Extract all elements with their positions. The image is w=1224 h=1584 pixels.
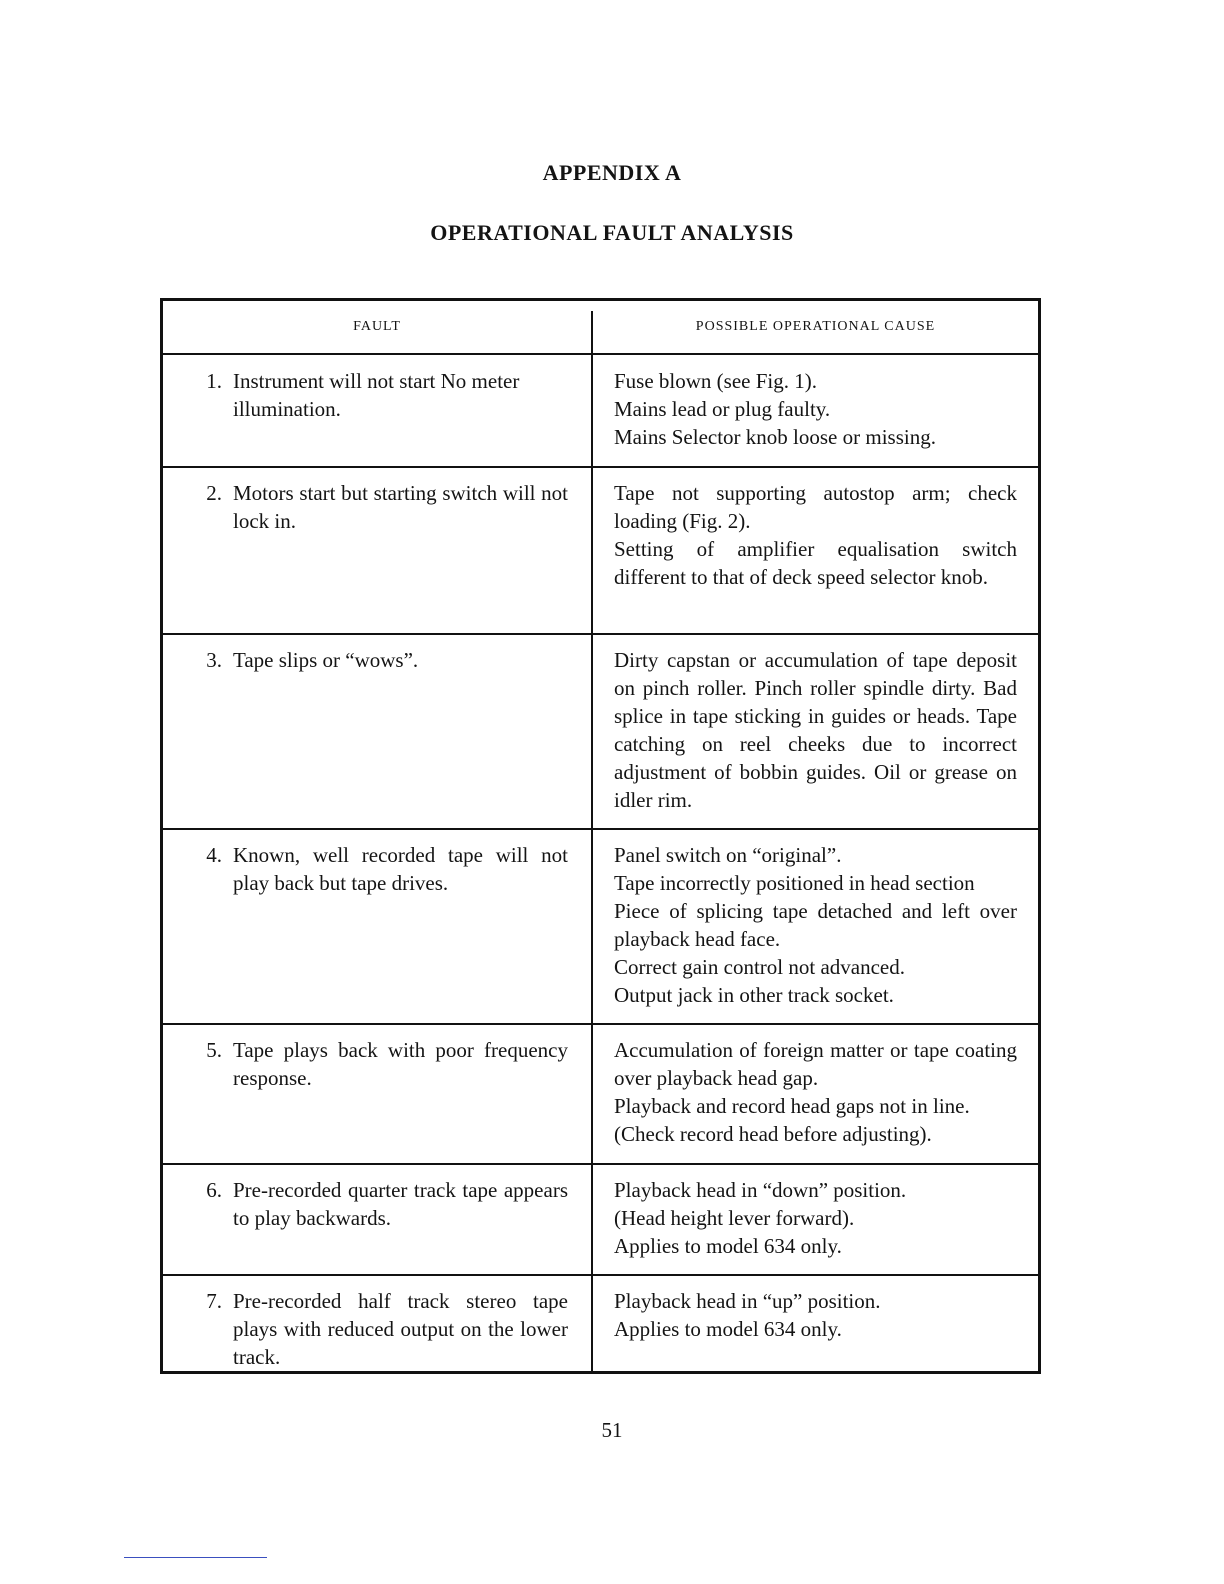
cause-line: Correct gain control not advanced.	[614, 955, 905, 979]
cause-line: Tape not supporting autostop arm; check loading (Fig. 2).	[614, 481, 1017, 533]
cause-line: Fuse blown (see Fig. 1).	[614, 369, 817, 393]
cause-line: Piece of splicing tape detached and left over playback head face.	[614, 899, 1017, 951]
fault-text: Tape plays back with poor frequency response.	[233, 1038, 568, 1090]
row-divider	[163, 466, 1038, 468]
header-cause: POSSIBLE OPERATIONAL CAUSE	[695, 319, 936, 334]
cause-line: Output jack in other track socket.	[614, 983, 894, 1007]
cause-line: Playback head in “up” position.	[614, 1289, 881, 1313]
row-divider	[163, 828, 1038, 830]
row-divider	[163, 1163, 1038, 1165]
page-title: OPERATIONAL FAULT ANALYSIS	[430, 220, 794, 245]
fault-text: Pre-recorded half track stereo tape plays with reduced output on the lower track.	[233, 1289, 568, 1369]
cause-line: Accumulation of foreign matter or tape coating over playback head gap.	[614, 1038, 1017, 1090]
cause-line: Applies to model 634 only.	[614, 1234, 842, 1258]
cause-line: (Head height lever forward).	[614, 1206, 855, 1230]
column-divider	[591, 311, 593, 1371]
row-divider	[163, 1023, 1038, 1025]
header-fault: FAULT	[353, 319, 401, 334]
cause-line: Applies to model 634 only.	[614, 1317, 842, 1341]
fault-text: Pre-recorded quarter track tape appears to play backwards.	[233, 1178, 568, 1230]
cause-cell	[614, 1036, 1017, 1148]
row-divider	[163, 1274, 1038, 1276]
fault-text-part: Instrument will not start No meter illumination.	[233, 369, 520, 421]
fault-number: 2.	[206, 481, 222, 505]
cause-cell	[614, 479, 1017, 591]
cause-cell	[614, 646, 1017, 814]
cause-line: (Check record head before adjusting).	[614, 1122, 932, 1146]
cause-cell	[614, 1287, 1017, 1343]
cause-line: Playback and record head gaps not in line.	[614, 1094, 970, 1118]
cause-line: Panel switch on “original”.	[614, 843, 842, 867]
cause-line: Tape incorrectly positioned in head section	[614, 871, 975, 895]
fault-text: Tape slips or “wows”.	[233, 648, 419, 672]
fault-analysis-table	[160, 298, 1041, 1374]
cause-cell	[614, 841, 1017, 1009]
cause-line: Mains lead or plug faulty.	[614, 397, 831, 421]
page-number: 51	[601, 1418, 623, 1442]
appendix-label: APPENDIX A	[542, 160, 682, 185]
cause-cell	[614, 1176, 1017, 1260]
fault-number: 6.	[206, 1178, 222, 1202]
fault-text: Motors start but starting switch will not lock in.	[233, 481, 568, 533]
cause-line: Playback head in “down” position.	[614, 1178, 907, 1202]
fault-number: 1.	[206, 369, 222, 393]
fault-number: 7.	[206, 1289, 222, 1313]
cause-line: Setting of amplifier equalisation switch different to that of deck speed selector knob.	[614, 537, 1017, 589]
fault-text: Known, well recorded tape will not play back but tape drives.	[233, 843, 568, 895]
cause-line: Mains Selector knob loose or missing.	[614, 425, 936, 449]
fault-text	[233, 367, 568, 423]
fault-number: 5.	[206, 1038, 222, 1062]
header-divider	[163, 353, 1038, 355]
cause-line: Dirty capstan or accumulation of tape deposit on pinch roller. Pinch roller spindle dirty. Bad splice in tape sticking in guides or heads. Tape catching on reel cheeks due to incorrect adjustment of bobbin guides. Oil or grease on idler rim.	[614, 648, 1017, 812]
fault-number: 4.	[206, 843, 222, 867]
row-divider	[163, 633, 1038, 635]
fault-number: 3.	[206, 648, 222, 672]
footer-rule	[124, 1557, 267, 1558]
cause-cell	[614, 367, 1017, 451]
